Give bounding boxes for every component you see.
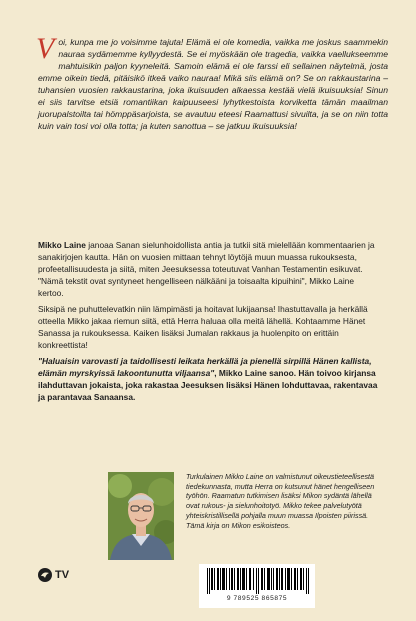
drop-cap: V [36,32,55,65]
isbn-barcode [199,564,315,608]
opening-quote [36,32,388,132]
bird-icon [38,568,52,582]
opening-quote-text: oi, kunpa me jo voisimme tajuta! Elämä ei ole komedia, vaikka me joskus saammekin nauraa sydämemme kyllyydestä. Se ei myöskään ole tragedia, vaikka vaellukseemme mahtuisikin paljon kyyneleitä. Samoin elämä ei ole farssi eli sellainen näytelmä, josta emme oikein tiedä, pitäisikö itkeä vaiko nauraa! Mikä siis elämä on? Se on rakkaustarina – tuhansien vuosien rakkaustarina, joka ikuisuuden alkaessa kestää vielä ikuisuuksia! Sinun ei siis tarvitse etsiä romantiikan kaipuuseesi lyhytkestoista korviketta tämän maailman juorupalstoilta tai hömppäsarjoista, se avautuu eteesi Raamattusi sivuilta, ja se on niin totta kuin vain tosi voi olla totta; ja kuten sanottua – se jatkuu ikuisuuksia! [38,37,388,132]
author-name: Mikko Laine [38,240,86,250]
paragraph-author-quote-text: , Mikko Laine sanoo. Hän toivoo kirjansa ilahduttavan jokaista, joka rakastaa Jeesuksen lisäksi Hänen lohduttavaa, rakentavaa ja parantavaa Sanaansa. [38,367,378,402]
paragraph-author-quote [38,356,380,404]
paragraph-author-intro [38,240,380,300]
publisher-logo [38,568,69,582]
author-quote: "Haluaisin varovasti ja taidollisesti leikata herkällä ja pienellä sirpillä Hänen kallista, elämän myrskyissä lakoontunutta viljaansa" [38,356,372,378]
paragraph-author-intro-text: janoaa Sanan sielunhoidollista antia ja tutkii sitä mielellään kommentaarien ja sanakirjojen kautta. Hän on vuosien mittaan tehnyt löytöjä muun muassa rukouksesta, profeetallisuudesta ja siitä, miten Jeesuksessa toteutuvat Vanhan Testamentin esikuvat. "Nämä tekstit ovat syntyneet hengelliseen nälkääni ja toisaalta kipuihini", Mikko Laine kertoo. [38,240,375,298]
publisher-name: TV [55,569,70,581]
isbn-number: 9 789525 865875 [226,595,288,602]
barcode-bars [207,568,309,594]
paragraph-description: Siksipä ne puhuttelevatkin niin lämpimästi ja hoitavat lukijaansa! Ihastuttavalla ja herkällä otteella Mikko jakaa riemun siitä, että Herra haluaa olla meitä lähellä. Kohtaamme Hänet Sanassa ja rukouksessa. Kaiken lisäksi Jumalan rakkaus ja huolenpito on erittäin konkreettista! [38,304,368,350]
author-photo [108,472,174,560]
author-bio: Turkulainen Mikko Laine on valmistunut oikeustieteellisestä tiedekunnasta, mutta Herra on kutsunut hänet hengelliseen työhön. Raamatun tutkimisen lisäksi Mikon sydäntä lähellä ovat rukous- ja sielunhoitotyö. Mikko tekee palvelutyötä yhteiskristillisellä pohjalla muun muassa Ilpoisten piirissä. Tämä kirja on Mikon esikoisteos. [186,472,375,530]
